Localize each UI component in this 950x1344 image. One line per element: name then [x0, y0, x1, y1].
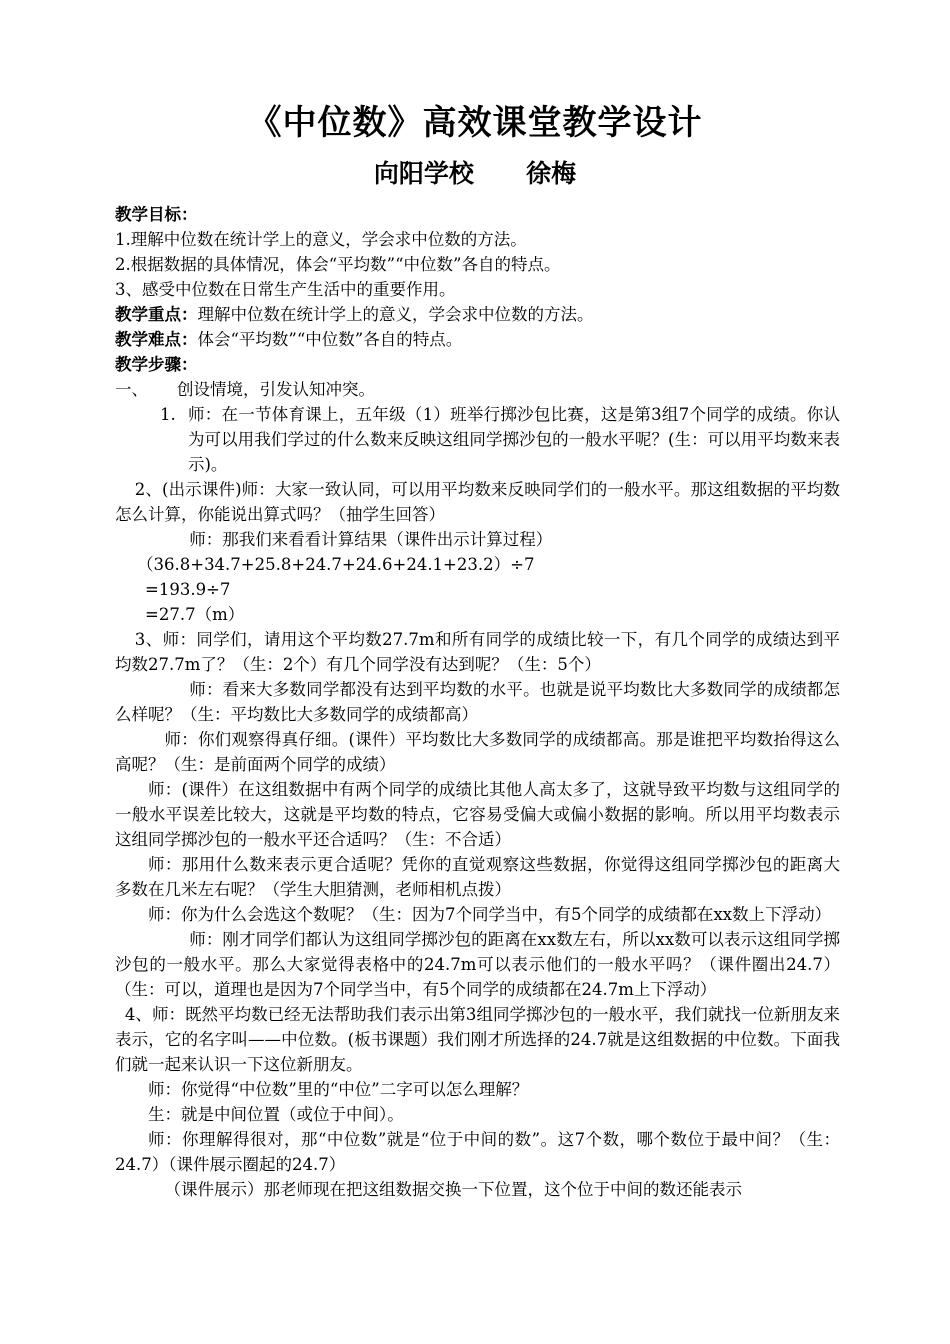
objective-item: 2.根据数据的具体情况，体会“平均数”“中位数”各自的特点。	[115, 255, 561, 274]
paragraph: 生：就是中间位置（或位于中间）。	[148, 1105, 404, 1124]
paragraph: （课件展示）那老师现在把这组数据交换一下位置，这个位于中间的数还能表示	[164, 1180, 742, 1199]
objective-item: 1.理解中位数在统计学上的意义，学会求中位数的方法。	[115, 230, 527, 249]
document-title: 《中位数》高效课堂教学设计	[247, 103, 703, 143]
paragraph: 师：刚才同学们都认为这组同学掷沙包的距离在xx数左右，所以xx数可以表示这组同学掷沙包的一般水平。那么大家觉得表格中的24.7m可以表示他们的一般水平吗？（课件圈出24.7）（生：可以，道理也是因为7个同学当中，有5个同学的成绩都在24.7m上下浮动）	[115, 930, 840, 999]
difficulty-label: 教学难点：	[115, 330, 198, 349]
calc-line: =27.7（m）	[145, 605, 245, 624]
step-text: 师：在一节体育课上，五年级（1）班举行掷沙包比赛，这是第3组7个同学的成绩。你认为可以用我们学过的什么数来反映这组同学掷沙包的一般水平呢？(生：可以用平均数来表示)。	[188, 405, 840, 474]
objective-item: 3、感受中位数在日常生产生活中的重要作用。	[115, 280, 456, 299]
paragraph: 师：那用什么数来表示更合适呢？凭你的直觉观察这些数据，你觉得这组同学掷沙包的距离大多数在几米左右呢？（学生大胆猜测，老师相机点拨）	[115, 855, 840, 899]
key-point-label: 教学重点：	[115, 305, 198, 324]
paragraph: 2、(出示课件)师：大家一致认同，可以用平均数来反映同学们的一般水平。那这组数据的平均数怎么计算，你能说出算式吗？（抽学生回答）	[115, 480, 840, 524]
objectives-heading: 教学目标：	[115, 205, 198, 224]
paragraph: 师：你觉得“中位数”里的“中位”二字可以怎么理解？	[148, 1080, 529, 1099]
section-number: 一、	[115, 380, 148, 399]
step-item	[160, 402, 840, 477]
paragraph: 师：你们观察得真仔细。(课件）平均数比大多数同学的成绩都高。那是谁把平均数抬得这么高呢？（生：是前面两个同学的成绩）	[115, 730, 840, 774]
section-text: 创设情境，引发认知冲突。	[177, 380, 375, 399]
paragraph: 师：那我们来看看计算结果（课件出示计算过程）	[189, 530, 553, 549]
paragraph: 3、师：同学们，请用这个平均数27.7m和所有同学的成绩比较一下，有几个同学的成绩达到平均数27.7m了？（生：2个）有几个同学没有达到呢？（生：5个）	[115, 630, 840, 674]
calc-line: （36.8+34.7+25.8+24.7+24.6+24.1+23.2）÷7	[137, 555, 535, 574]
difficulty-text: 体会“平均数”“中位数”各自的特点。	[197, 330, 463, 349]
calc-line: =193.9÷7	[145, 580, 231, 599]
key-point-text: 理解中位数在统计学上的意义，学会求中位数的方法。	[197, 305, 594, 324]
document-subtitle: 向阳学校 徐梅	[373, 159, 577, 188]
paragraph: 师：你理解得很对，那“中位数”就是“位于中间的数”。这7个数，哪个数位于最中间？（生：24.7）（课件展示圈起的24.7）	[115, 1130, 840, 1174]
paragraph: 师：看来大多数同学都没有达到平均数的水平。也就是说平均数比大多数同学的成绩都怎么样呢？（生：平均数比大多数同学的成绩都高）	[115, 680, 840, 724]
section-heading	[115, 377, 840, 402]
document-body	[115, 202, 840, 1202]
step-number: 1.	[160, 405, 176, 424]
paragraph: 师：(课件）在这组数据中有两个同学的成绩比其他人高太多了，这就导致平均数与这组同学的一般水平误差比较大，这就是平均数的特点，它容易受偏大或偏小数据的影响。所以用平均数表示这组同学掷沙包的一般水平还合适吗？（生：不合适）	[115, 780, 840, 849]
steps-heading: 教学步骤：	[115, 355, 198, 374]
key-point-line	[115, 302, 840, 327]
difficulty-line	[115, 327, 840, 352]
paragraph: 4、师：既然平均数已经无法帮助我们表示出第3组同学掷沙包的一般水平，我们就找一位新朋友来表示，它的名字叫——中位数。(板书课题）我们刚才所选择的24.7就是这组数据的中位数。下面我们就一起来认识一下这位新朋友。	[115, 1005, 840, 1074]
paragraph: 师：你为什么会选这个数呢？（生：因为7个同学当中，有5个同学的成绩都在xx数上下浮动）	[148, 905, 832, 924]
